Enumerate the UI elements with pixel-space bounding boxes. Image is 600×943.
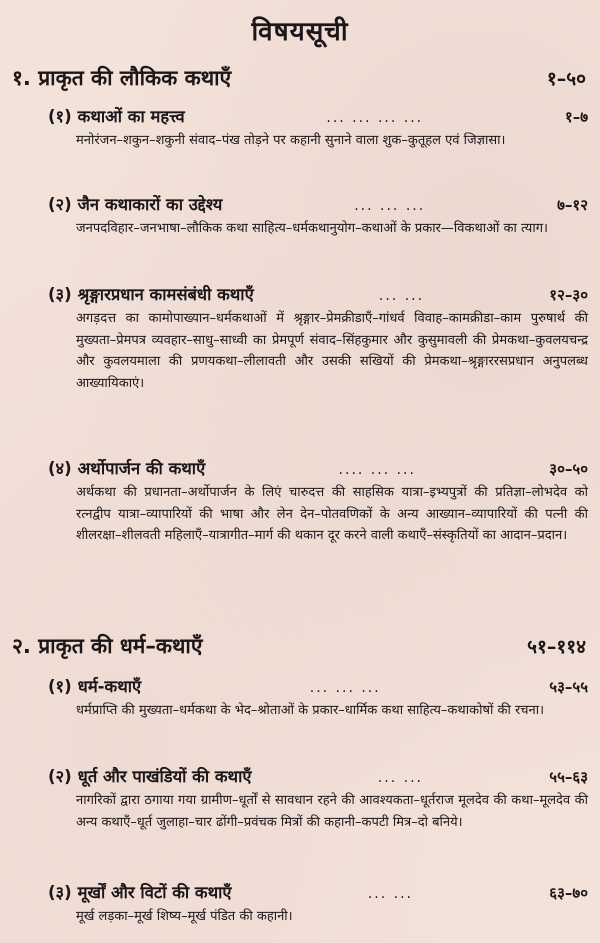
section-number: (२): [48, 195, 72, 214]
leader-dots: ... ... ...: [309, 680, 381, 696]
section-title: कथाओं का महत्त्व: [77, 107, 185, 126]
section-description: अर्थकथा की प्रधानता–अर्थोपार्जन के लिएं चारुदत्त की साहसिक यात्रा–इभ्यपुत्रों की प्रतिज्ञा–लोभदेव को रत्नद्वीप यात्रा–व्यापारियों की भाषा और लेन देन–पोतवणिकों के अन्य आख्यान–व्यापारियों की पत्नी की शीलरक्षा–शीलवती महिलाएँ–यात्रागीत–मार्ग की थकान दूर करने वाली कथाएँ–संस्कृतियों का आदान–प्रदान।: [76, 485, 588, 543]
leader-dots: ... ...: [367, 886, 413, 902]
section-heading: [48, 880, 588, 903]
section-heading: [48, 104, 588, 127]
section-title: धर्म-कथाएँ: [77, 677, 142, 696]
chapter-title-text: प्राकृत की लौकिक कथाएँ: [38, 66, 232, 90]
section-title: धूर्त और पाखंडियों की कथाएँ: [77, 767, 252, 786]
section-pages: १–७: [564, 108, 588, 126]
toc-section: [48, 192, 588, 240]
section-heading: [48, 282, 588, 305]
section-heading: [48, 456, 588, 479]
chapter-title: [12, 64, 231, 92]
section-heading: [48, 192, 588, 215]
section-pages: ३०–५०: [549, 460, 588, 478]
toc-section: [48, 282, 588, 394]
leader-dots: ... ... ...: [354, 198, 426, 214]
section-description: अगड़दत्त का कामोपाख्यान–धर्मकथाओं में श्रृङ्गार–प्रेमक्रीडाएँ–गांधर्व विवाह–कामक्रीडा–काम पुरुषार्थ की मुख्यता–प्रेमपत्र व्यवहार–साधु–साध्वी का प्रेमपूर्ण संवाद–सिंहकुमार और कुसुमावली की प्रेमकथा–कुवलयचन्द्र और कुवलयमाला की प्रणयकथा–लीलावती और उसकी सखियों की प्रेमकथा–श्रृङ्गाररसप्रधान अनुपलब्ध आख्यायिकाएं।: [76, 311, 588, 391]
section-title: श्रृङ्गारप्रधान कामसंबंधी कथाएँ: [77, 285, 254, 304]
toc-section: [48, 456, 588, 547]
leader-dots: ... ...: [377, 770, 423, 786]
chapter-heading: [12, 632, 590, 660]
section-description: मूर्ख लड़का–मूर्ख शिष्य–मूर्ख पंडित की कहानी।: [76, 909, 293, 924]
chapter-title-text: प्राकृत की धर्म–कथाएँ: [38, 634, 203, 658]
section-pages: ५५–६३: [549, 768, 588, 786]
section-number: (१): [48, 107, 72, 126]
section-number: (३): [48, 285, 72, 304]
section-pages: १२–३०: [549, 286, 588, 304]
chapter-number: १.: [12, 66, 31, 90]
section-title: अर्थोपार्जन की कथाएँ: [77, 459, 206, 478]
section-description: जनपदविहार–जनभाषा–लौकिक कथा साहित्य–धर्मकथानुयोग–कथाओं के प्रकार—विकथाओं का त्याग।: [76, 221, 548, 236]
chapter-heading: [12, 64, 590, 92]
toc-section: [48, 880, 588, 928]
section-title: मूर्खों और विटों की कथाएँ: [77, 883, 232, 902]
chapter-number: २.: [12, 634, 31, 658]
section-heading: [48, 674, 588, 697]
leader-dots: .... ... ...: [338, 462, 416, 478]
leader-dots: ... ...: [378, 288, 425, 304]
section-pages: ५३–५५: [549, 678, 588, 696]
section-description: धर्मप्राप्ति की मुख्यता–धर्मकथा के भेद–श्रोताओं के प्रकार–धार्मिक कथा साहित्य–कथाकोषों की रचना।: [76, 703, 545, 718]
chapter-pages: ५१–११४: [527, 636, 586, 658]
chapter-pages: १–५०: [546, 68, 586, 90]
page-title: विषयसूची: [251, 17, 349, 47]
leader-dots: ... ... ... ...: [326, 110, 424, 126]
chapter-title: [12, 632, 202, 660]
section-title: जैन कथाकारों का उद्देश्य: [77, 195, 223, 214]
section-number: (३): [48, 883, 72, 902]
section-description: नागरिकों द्वारा ठगाया गया ग्रामीण–धूर्तों से सावधान रहने की आवश्यकता–धूर्तराज मूलदेव की कथा–मूलदेव की अन्य कथाएँ–धूर्त जुलाहा–चार ढोंगी–प्रवंचक मित्रों की कहानी–कपटी मित्र–दो बनिये।: [76, 793, 588, 830]
toc-section: [48, 674, 588, 722]
section-pages: ६३–७०: [549, 884, 588, 902]
toc-section: [48, 764, 588, 833]
section-number: (४): [48, 459, 72, 478]
section-number: (१): [48, 677, 72, 696]
section-description: मनोरंजन–शकुन–शकुनी संवाद–पंख तोड़ने पर कहानी सुनाने वाला शुक–कुतूहल एवं जिज्ञासा।: [76, 133, 506, 148]
toc-section: [48, 104, 588, 152]
section-heading: [48, 764, 588, 787]
section-pages: ७–१२: [557, 196, 588, 214]
section-number: (२): [48, 767, 72, 786]
